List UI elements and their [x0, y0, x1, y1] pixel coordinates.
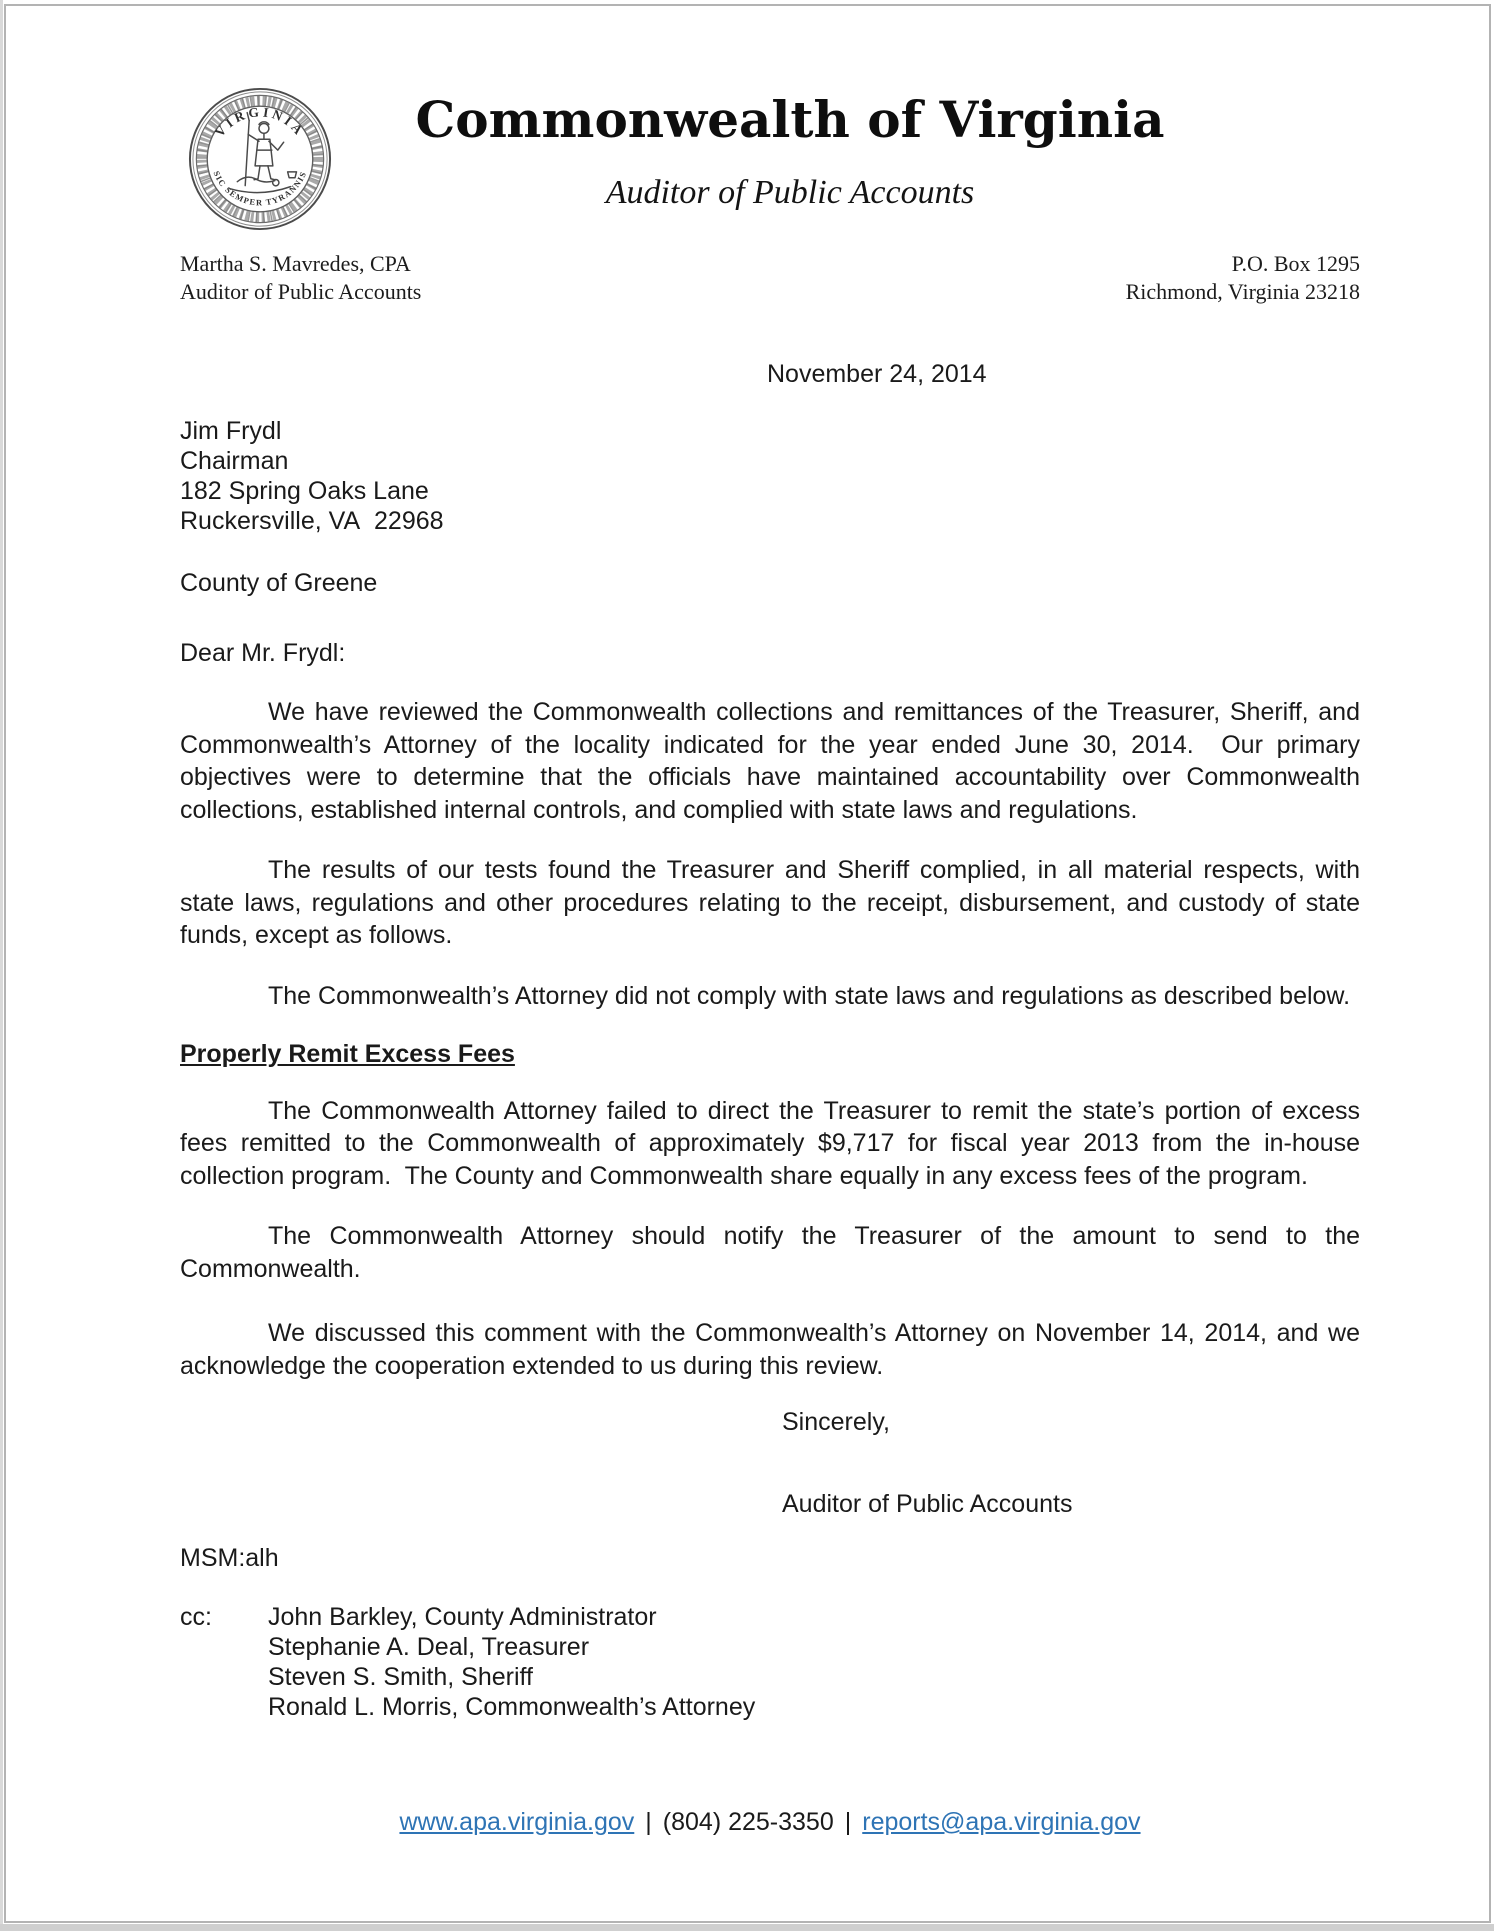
recipient-address	[180, 416, 1360, 536]
division-name: Auditor of Public Accounts	[605, 174, 975, 211]
cc-label: cc:	[180, 1602, 212, 1631]
cc-name: Steven S. Smith, Sheriff	[268, 1662, 533, 1691]
cc-names	[268, 1602, 755, 1722]
paragraph-acknowledgement: We discussed this comment with the Commonwealth’s Attorney on November 14, 2014, and we acknowledge the cooperation extended to us during this review.	[180, 1319, 1360, 1380]
virginia-state-seal-icon	[186, 85, 334, 233]
locality-line: County of Greene	[180, 569, 378, 597]
org-name: Commonwealth of Virginia	[415, 90, 1165, 149]
reference-initials: MSM:alh	[180, 1544, 279, 1572]
seal-bottom-text: SIC SEMPER TYRANNIS	[211, 169, 309, 208]
cc-block	[180, 1602, 1360, 1722]
letterhead	[0, 0, 1494, 352]
paragraph-test-results: The results of our tests found the Treasurer and Sheriff complied, in all material respects, with state laws, regulations and other procedures relating to the receipt, disbursement, and custody of state funds, except as follows.	[180, 856, 1360, 949]
recipient-city: Ruckersville, VA 22968	[180, 507, 444, 535]
letter-date: November 24, 2014	[767, 360, 987, 388]
paragraph-recommendation: The Commonwealth Attorney should notify the Treasurer of the amount to send to the Commonwealth.	[180, 1222, 1360, 1283]
paragraph-finding-detail: The Commonwealth Attorney failed to direct the Treasurer to remit the state’s portion of excess fees remitted to the Commonwealth of approximately $9,717 for fiscal year 2013 from the in-house collection program. The County and Commonwealth share equally in any excess fees of the program.	[180, 1096, 1360, 1190]
recipient-name: Jim Frydl	[180, 417, 282, 445]
official-title: Auditor of Public Accounts	[180, 279, 422, 304]
closing-block	[782, 1406, 1360, 1520]
letter-body	[180, 416, 1360, 1722]
seal-top-text: VIRGINIA	[211, 104, 309, 140]
salutation: Dear Mr. Frydl:	[180, 639, 346, 667]
website-link[interactable]: www.apa.virginia.gov	[399, 1808, 635, 1836]
page-edge-bottom	[0, 1924, 1494, 1931]
cc-name: John Barkley, County Administrator	[268, 1602, 657, 1631]
recipient-street: 182 Spring Oaks Lane	[180, 477, 429, 505]
phone-number: (804) 225-3350	[662, 1808, 834, 1836]
cc-name: Stephanie A. Deal, Treasurer	[268, 1632, 590, 1661]
page-footer	[180, 1806, 1360, 1838]
recipient-title: Chairman	[180, 447, 289, 475]
footer-separator: |	[645, 1808, 652, 1836]
signer-title: Auditor of Public Accounts	[782, 1489, 1073, 1518]
email-link[interactable]: reports@apa.virginia.gov	[862, 1808, 1141, 1836]
finding-heading: Properly Remit Excess Fees	[180, 1040, 515, 1068]
footer-separator: |	[844, 1808, 852, 1836]
official-block	[180, 250, 421, 306]
city-line: Richmond, Virginia 23218	[1125, 279, 1360, 304]
official-name: Martha S. Mavredes, CPA	[180, 251, 411, 276]
paragraph-noncompliance: The Commonwealth’s Attorney did not comply with state laws and regulations as described below.	[268, 981, 1351, 1010]
po-box-line: P.O. Box 1295	[1231, 251, 1360, 276]
cc-name: Ronald L. Morris, Commonwealth’s Attorney	[268, 1692, 756, 1721]
letterhead-address	[1126, 250, 1360, 306]
closing-sincerely: Sincerely,	[782, 1408, 890, 1436]
paragraph-review-scope: We have reviewed the Commonwealth collections and remittances of the Treasurer, Sheriff, and Commonwealth’s Attorney of the locality indicated for the year ended June 30, 2014. Our primary objectives were to determine that the officials have maintained accountability over Commonwealth collections, established internal controls, and complied with state laws and regulations.	[180, 698, 1360, 824]
